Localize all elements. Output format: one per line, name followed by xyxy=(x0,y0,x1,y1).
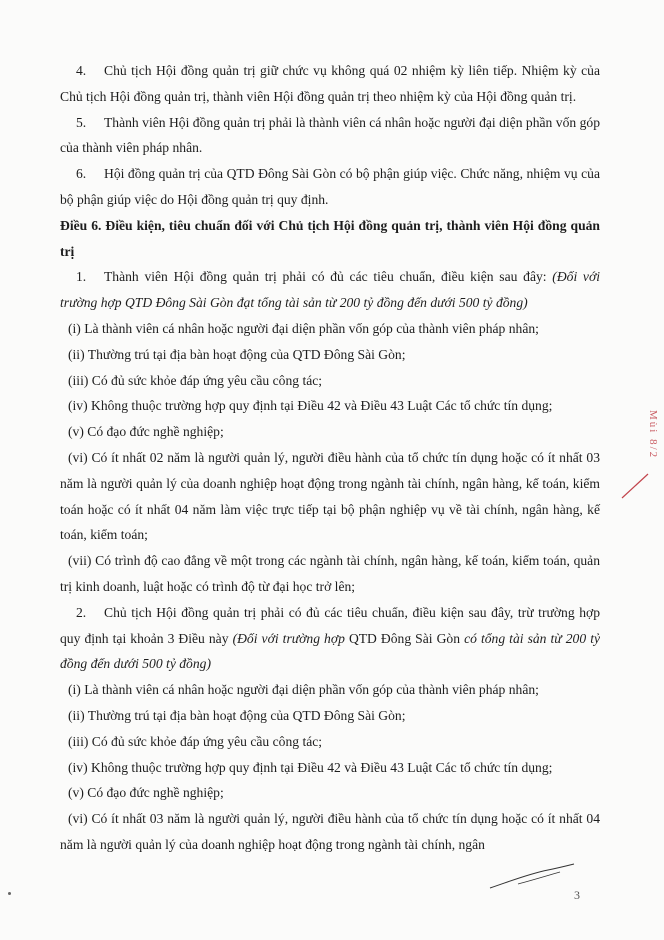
item-number: 5. xyxy=(76,114,87,130)
clause-1 xyxy=(60,264,600,316)
clause-text: Thành viên Hội đồng quản trị phải có đủ các tiêu chuẩn, điều kiện sau đây: xyxy=(104,269,553,285)
clause-1-sub-vii: (vii) Có trình độ cao đẳng về một trong các ngành tài chính, ngân hàng, kế toán, kiểm toán, quản trị kinh doanh, luật hoặc có trình độ từ đại học trở lên; xyxy=(60,553,600,594)
clause-2-sub-v: (v) Có đạo đức nghề nghiệp; xyxy=(68,785,224,801)
clause-2 xyxy=(60,600,600,677)
document-body xyxy=(60,58,600,858)
article-heading: Điều 6. Điều kiện, tiêu chuẩn đối với Chủ tịch Hội đồng quản trị, thành viên Hội đồng quản trị xyxy=(60,217,600,259)
clause-1-sub-vi: (vi) Có ít nhất 02 năm là người quản lý, người điều hành của tổ chức tín dụng hoặc có ít nhất 03 năm là người quản lý của doanh nghiệp hoạt động trong ngành tài chính, ngân hàng, kế toán, kiểm toán hoặc có ít nhất 04 năm làm việc trực tiếp tại bộ phận nghiệp vụ về tài chính, ngân hàng, kế toán, kiểm toán; xyxy=(60,449,600,543)
item-number: 4. xyxy=(76,63,87,78)
clause-1-sub-iii: (iii) Có đủ sức khỏe đáp ứng yêu cầu công tác; xyxy=(68,372,323,388)
clause-2-sub-i: (i) Là thành viên cá nhân hoặc người đại diện phần vốn góp của thành viên pháp nhân; xyxy=(68,682,539,698)
clause-2-sub-iv: (iv) Không thuộc trường hợp quy định tại Điều 42 và Điều 43 Luật Các tổ chức tín dụng; xyxy=(68,759,553,775)
clause-number: 2. xyxy=(76,604,87,620)
item-text: Chủ tịch Hội đồng quản trị giữ chức vụ không quá 02 nhiệm kỳ liên tiếp. Nhiệm kỳ của Chủ tịch Hội đồng quản trị, thành viên Hội đồng quản trị theo nhiệm kỳ của Hội đồng quản trị. xyxy=(60,63,600,104)
item-text: Hội đồng quản trị của QTD Đông Sài Gòn có bộ phận giúp việc. Chức năng, nhiệm vụ của bộ phận giúp việc do Hội đồng quản trị quy định. xyxy=(60,166,600,207)
clause-note: (Đối với trường hợp xyxy=(232,630,345,646)
item-text: Thành viên Hội đồng quản trị phải là thành viên cá nhân hoặc người đại diện phần vốn góp của thành viên pháp nhân. xyxy=(60,114,600,156)
clause-note: có tổng tài sản từ 200 tỷ đồng đến dưới 500 tỷ đồng) xyxy=(60,630,601,672)
page-number: 3 xyxy=(574,888,580,902)
clause-note: (Đối với trường hợp QTD Đông Sài Gòn đạt tổng tài sản từ 200 tỷ đồng đến dưới 500 tỷ đồng) xyxy=(60,269,601,311)
item-number: 6. xyxy=(76,166,87,182)
clause-text: QTD Đông Sài Gòn xyxy=(344,630,465,646)
clause-1-sub-i: (i) Là thành viên cá nhân hoặc người đại diện phần vốn góp của thành viên pháp nhân; xyxy=(68,320,539,336)
clause-2-sub-iii: (iii) Có đủ sức khỏe đáp ứng yêu cầu công tác; xyxy=(68,733,323,749)
handwritten-mark xyxy=(618,468,656,502)
clause-1-sub-v: (v) Có đạo đức nghề nghiệp; xyxy=(68,424,224,440)
item-5 xyxy=(60,110,600,162)
clause-1-sub-ii: (ii) Thường trú tại địa bàn hoạt động của QTD Đông Sài Gòn; xyxy=(68,346,406,362)
item-6 xyxy=(60,161,600,213)
item-4 xyxy=(60,58,600,110)
clause-number: 1. xyxy=(76,269,87,285)
clause-2-sub-ii: (ii) Thường trú tại địa bàn hoạt động của QTD Đông Sài Gòn; xyxy=(68,707,406,723)
margin-handwritten-annotation: Mùi 8/2 xyxy=(647,410,659,460)
clause-2-sub-vi: (vi) Có ít nhất 03 năm là người quản lý, người điều hành của tổ chức tín dụng hoặc có ít nhất 04 năm là người quản lý của doanh nghiệp hoạt động trong ngành tài chính, ngân xyxy=(60,811,600,852)
clause-1-sub-iv: (iv) Không thuộc trường hợp quy định tại Điều 42 và Điều 43 Luật Các tổ chức tín dụng; xyxy=(68,398,553,414)
clause-text: Chủ tịch Hội đồng quản trị phải có đủ các tiêu chuẩn, điều kiện sau đây, trừ trường hợp quy định tại khoản 3 Điều này xyxy=(60,604,600,646)
scan-speck xyxy=(8,892,11,895)
initial-signature xyxy=(488,862,578,892)
